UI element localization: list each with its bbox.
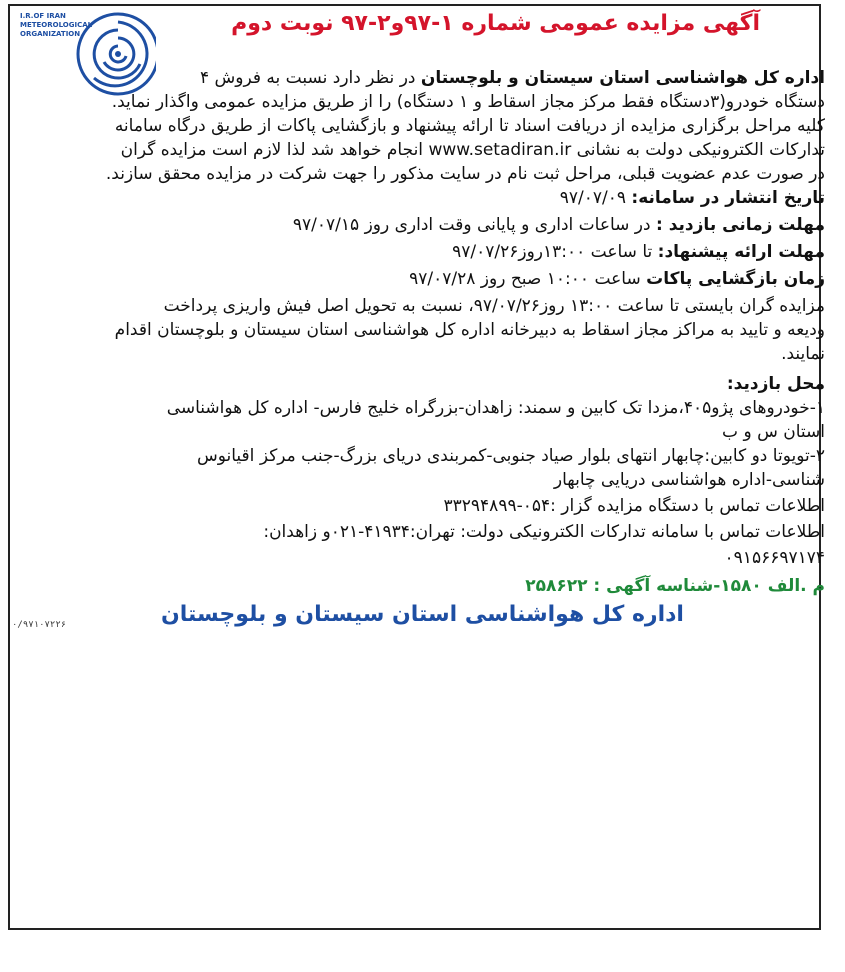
offer-deadline [452, 240, 825, 264]
notice-title: آگهی مزایده عمومی شماره ۱-۹۷و۲-۹۷ نوبت دوم [231, 11, 760, 36]
visit-item-1-line-1: ۱-خودروهای پژو۴۰۵،مزدا تک کابین و سمند: زاهدان-بزرگراه خلیج فارس- اداره کل هواشناسی [166, 398, 825, 418]
deposit-line-2: ودیعه و تایید به مراکز مجاز اسقاط به دبیرخانه اداره کل هواشناسی استان سیستان و بلوچستان اقدام [114, 320, 825, 340]
intro-line-3: کلیه مراحل برگزاری مزایده از دریافت اسناد تا ارائه پیشنهاد و بازگشایی پاکات از طریق درگاه سامانه [114, 116, 825, 136]
opening-time-label: زمان بازگشایی پاکات [646, 269, 825, 289]
publish-date [560, 186, 825, 210]
deposit-line-3: نمایند. [781, 344, 825, 364]
opening-time [409, 267, 825, 291]
intro-line-1 [200, 66, 825, 90]
visit-item-2-line-1: ۲-تویوتا دو کابین:چابهار انتهای بلوار صیاد جنوبی-کمربندی دریای بزرگ-جنب مرکز اقیانوس [196, 446, 825, 466]
visit-item-1-line-2: استان س و ب [722, 422, 825, 442]
intro-line-1-rest: در نظر دارد نسبت به فروش ۴ [199, 68, 421, 88]
visit-deadline-label: مهلت زمانی بازدید : [656, 215, 825, 235]
contact-setad-line-2: ۰۹۱۵۶۶۹۷۱۷۴ [724, 548, 825, 568]
visit-place-heading: محل بازدید: [726, 374, 825, 394]
publish-date-label: تاریخ انتشار در سامانه: [631, 188, 825, 208]
publish-date-value: ۹۷/۰۷/۰۹ [559, 188, 632, 208]
side-code: ۰/۹۷۱۰۷۲۲۶ [12, 620, 67, 630]
ad-identifier: م .الف ۱۵۸۰-شناسه آگهی : ۲۵۸۶۲۲ [525, 576, 825, 596]
contact-setad-line-1: اطلاعات تماس با سامانه تدارکات الکترونیکی دولت: تهران:۴۱۹۳۴-۰۲۱و زاهدان: [263, 522, 825, 542]
visit-deadline-value: در ساعات اداری و پایانی وقت اداری روز ۹۷/۰۷/۱۵ [292, 215, 656, 235]
visit-deadline [293, 213, 825, 237]
visit-item-2-line-2: شناسی-اداره هواشناسی دریایی چابهار [553, 470, 825, 490]
organization-name: اداره کل هواشناسی استان سیستان و بلوچستان [420, 68, 825, 88]
opening-time-value: ساعت ۱۰:۰۰ صبح روز ۹۷/۰۷/۲۸ [409, 269, 647, 289]
offer-deadline-label: مهلت ارائه پیشنهاد: [657, 242, 825, 262]
intro-line-5: در صورت عدم عضویت قبلی، مراحل ثبت نام در سایت مذکور را جهت شرکت در مزایده محقق سازند. [105, 164, 825, 184]
offer-deadline-value: تا ساعت ۱۳:۰۰روز۹۷/۰۷/۲۶ [452, 242, 658, 262]
contact-organizer: اطلاعات تماس با دستگاه مزایده گزار :۰۵۴-۳۳۲۹۴۸۹۹ [443, 496, 825, 516]
footer-organization: اداره کل هواشناسی استان سیستان و بلوچستان [161, 602, 684, 627]
intro-line-2: دستگاه خودرو(۳دستگاه فقط مرکز مجاز اسقاط و ۱ دستگاه) را از طریق مزایده عمومی واگذار نماید. [111, 92, 825, 112]
intro-line-4: تدارکات الکترونیکی دولت به نشانی www.setadiran.ir انجام خواهد شد لذا لازم است مزایده گران [120, 140, 825, 160]
logo-text: I.R.OF IRAN METEOROLOGICAL ORGANIZATION [20, 12, 93, 38]
deposit-line-1: مزایده گران بایستی تا ساعت ۱۳:۰۰ روز۹۷/۰۷/۲۶، نسبت به تحویل اصل فیش واریزی پرداخت [163, 296, 825, 316]
